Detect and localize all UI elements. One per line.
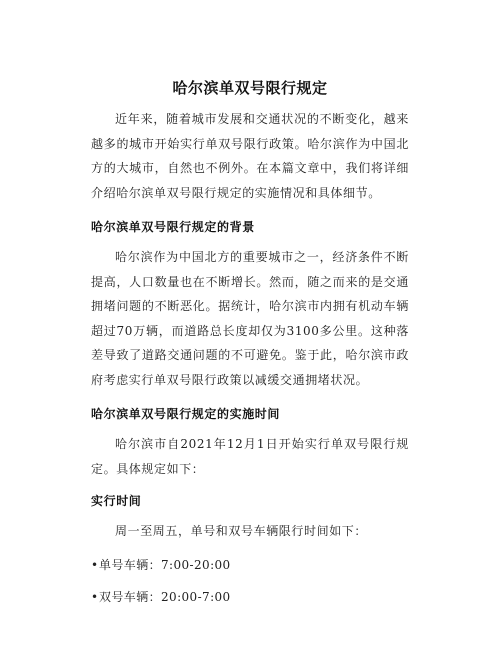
section-heading-implementation-time: 哈尔滨单双号限行规定的实施时间 [91, 407, 281, 421]
bullet-text: 双号车辆：20:00-7:00 [99, 589, 231, 604]
section-heading-background: 哈尔滨单双号限行规定的背景 [91, 220, 255, 234]
sub-heading-schedule: 实行时间 [91, 494, 142, 508]
bullet-odd-plate [91, 554, 409, 576]
background-paragraph: 哈尔滨作为中国北方的重要城市之一，经济条件不断提高，人口数量也在不断增长。然而，随之而来的是交通拥堵问题的不断恶化。据统计，哈尔滨市内拥有机动车辆超过70万辆，而道路总长度却仅为3100多公里。这种落差导致了道路交通问题的不可避免。鉴于此，哈尔滨市政府考虑实行单双号限行政策以减缓交通拥堵状况。 [91, 250, 409, 387]
intro-paragraph: 近年来，随着城市发展和交通状况的不断变化，越来越多的城市开始实行单双号限行政策。哈尔滨作为中国北方的大城市，自然也不例外。在本篇文章中，我们将详细介绍哈尔滨单双号限行规定的实施情况和具体细节。 [91, 112, 409, 200]
schedule-paragraph: 周一至周五，单号和双号车辆限行时间如下： [115, 524, 368, 538]
bullet-marker: • [91, 557, 99, 572]
implementation-paragraph: 哈尔滨市自2021年12月1日开始实行单双号限行规定。具体规定如下： [91, 437, 409, 476]
bullet-even-plate [91, 586, 409, 608]
document-title: 哈尔滨单双号限行规定 [172, 79, 328, 97]
bullet-marker: • [91, 589, 99, 604]
bullet-text: 单号车辆：7:00-20:00 [99, 557, 231, 572]
